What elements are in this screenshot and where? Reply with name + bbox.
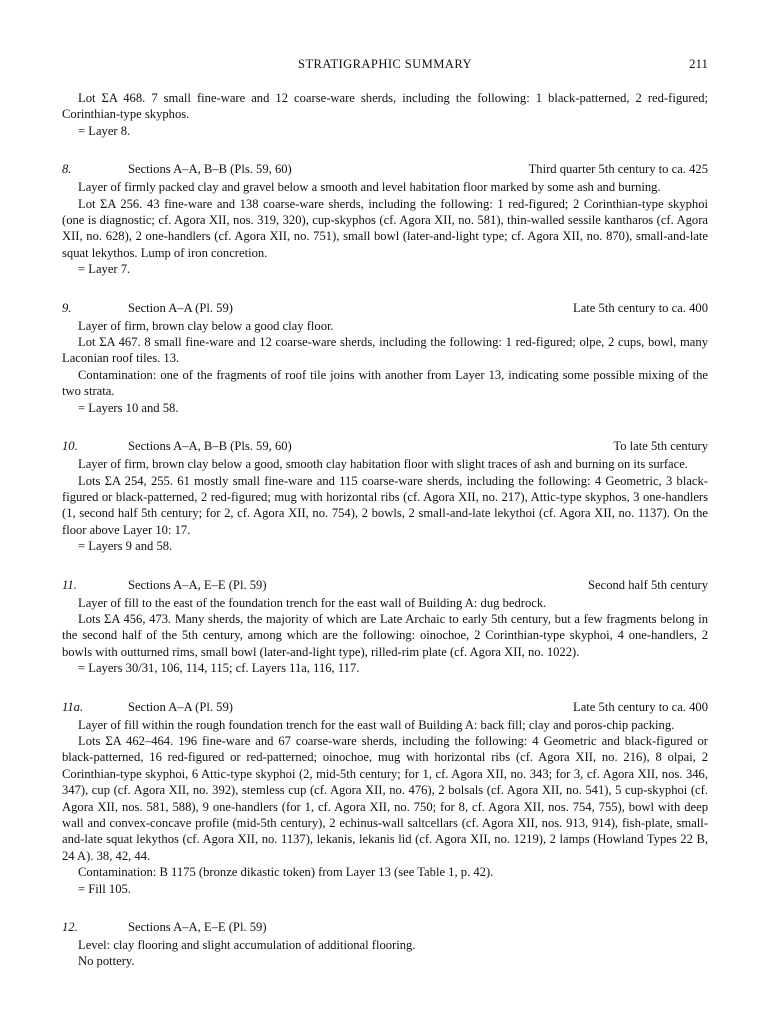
- entry-sections: Sections A–A, B–B (Pls. 59, 60): [128, 162, 292, 177]
- entry-12: [62, 919, 708, 970]
- entry-number: 8.: [62, 162, 72, 177]
- running-header: [62, 56, 708, 76]
- layer-description: Layer of fill to the east of the foundation trench for the east wall of Building A: dug bedrock.: [78, 595, 547, 610]
- entry-sections: Section A–A (Pl. 59): [128, 300, 233, 315]
- entry-sections: Sections A–A, E–E (Pl. 59): [128, 920, 267, 935]
- entry-date: Late 5th century to ca. 400: [573, 699, 708, 714]
- page-number: 211: [688, 56, 708, 71]
- entry-date: Late 5th century to ca. 400: [573, 300, 708, 315]
- equivalence-line: = Layers 30/31, 106, 114, 115; cf. Layers 11a, 116, 117.: [78, 661, 360, 676]
- entry-number: 11.: [62, 577, 77, 592]
- lot-paragraph: Lots ΣA 456, 473. Many sherds, the majority of which are Late Archaic to early 5th century, but a few fragments belong in the second half of the 5th century, among which are the following: oinochoe, 2 Corinthian-type skyphoi, 4 one-handlers, 2 bowls with outturned rims, small bowl (later-and-light type), rilled-rim plate (cf. Agora XII, no. 1022).: [62, 611, 708, 659]
- entry-number: 10.: [62, 439, 78, 454]
- pottery-note: No pottery.: [78, 954, 135, 969]
- entry-number: 12.: [62, 920, 78, 935]
- entry-sections: Sections A–A, E–E (Pl. 59): [128, 577, 267, 592]
- lot-paragraph: Lot ΣA 256. 43 fine-ware and 138 coarse-ware sherds, including the following: 1 red-figured; 2 Corinthian-type skyphoi (one is diagnostic; cf. Agora XII, nos. 319, 320), cup-skyphos (cf. Agora XII, no. 581), thin-walled sessile kantharos (cf. Agora XII, no. 628), 2 one-handlers (cf. Agora XII, no. 751), small bowl (later-and-light type; cf. Agora XII, no. 870), small-and-late squat lekythos. Lump of iron concretion.: [62, 196, 708, 260]
- layer-description: Level: clay flooring and slight accumulation of additional flooring.: [78, 938, 416, 953]
- entry-date: Second half 5th century: [588, 577, 708, 592]
- contamination-note: Contamination: one of the fragments of roof tile joins with another from Layer 13, indicating some possible mixing of the two strata.: [62, 367, 708, 399]
- entry-10: [62, 438, 708, 554]
- entry-heading: [62, 699, 708, 717]
- lot-paragraph: Lots ΣA 254, 255. 61 mostly small fine-ware and 115 coarse-ware sherds, including the following: 4 Geometric, 3 black-figured or black-patterned, 2 red-figured; mug with horizontal ribs (cf. Agora XII, no. 217), Attic-type skyphos, 3 one-handlers (1, second half 5th century; for 2, cf. Agora XII, no. 754), 2 bowls, 2 small-and-late lekythoi (cf. Agora XII, no. 1137). On the floor above Layer 10: 17.: [62, 473, 708, 537]
- entry-heading: [62, 438, 708, 456]
- entry-heading: [62, 577, 708, 595]
- entry-11: [62, 577, 708, 677]
- equivalence-line: = Layer 7.: [78, 262, 131, 277]
- lot-paragraph: Lot ΣA 468. 7 small fine-ware and 12 coarse-ware sherds, including the following: 1 black-patterned, 2 red-figured; Corinthian-type skyphos.: [62, 91, 708, 122]
- layer-description: Layer of firm, brown clay below a good clay floor.: [78, 318, 334, 333]
- entry-8: [62, 161, 708, 277]
- equivalence-line: = Layer 8.: [78, 123, 131, 138]
- entry-11a: [62, 699, 708, 897]
- entry-heading: [62, 300, 708, 318]
- page-title: STRATIGRAPHIC SUMMARY: [298, 57, 472, 71]
- entry-sections: Section A–A (Pl. 59): [128, 699, 233, 714]
- layer-description: Layer of fill within the rough foundation trench for the east wall of Building A: back fill; clay and poros-chip packing.: [78, 717, 675, 732]
- entry-heading: [62, 919, 708, 937]
- contamination-note: Contamination: B 1175 (bronze dikastic token) from Layer 13 (see Table 1, p. 42).: [78, 865, 494, 880]
- entry-9: [62, 300, 708, 416]
- entry-date: To late 5th century: [613, 439, 708, 454]
- document-page: [62, 56, 708, 970]
- entry-continuation: [62, 90, 708, 139]
- lot-paragraph: Lots ΣA 462–464. 196 fine-ware and 67 coarse-ware sherds, including the following: 4 Geometric and black-figured or black-patterned, 16 red-figured or red-patterned; oinochoe, mug with horizontal ribs (cf. Agora XII, no. 216), 8 olpai, 2 Corinthian-type skyphoi, 6 Attic-type skyphoi (2, mid-5th century; for 1, cf. Agora XII, no. 343; for 3, cf. Agora XII, nos. 346, 347), cup (cf. Agora XII, no. 392), stemless cup (cf. Agora XII, no. 476), 2 bolsals (cf. Agora XII, no. 541), 5 cup-skyphoi (cf. Agora XII, nos. 581, 588), 9 one-handlers (for 1, cf. Agora XII, no. 750; for 8, cf. Agora XII, nos. 754, 755), bowl with deep wall and convex-concave profile (mid-5th century), 2 echinus-wall saltcellars (cf. Agora XII, nos. 913, 914), fish-plate, small-and-late squat lekythos (cf. Agora XII, no. 1137), lekanis, lekanis lid (cf. Agora XII, no. 1219), 2 lamps (Howland Types 22 B, 24 A). 38, 42, 44.: [62, 733, 708, 863]
- entry-number: 9.: [62, 300, 72, 315]
- equivalence-line: = Fill 105.: [78, 881, 131, 896]
- layer-description: Layer of firmly packed clay and gravel below a smooth and level habitation floor marked by some ash and burning.: [78, 180, 661, 195]
- entry-sections: Sections A–A, B–B (Pls. 59, 60): [128, 439, 292, 454]
- lot-paragraph: Lot ΣA 467. 8 small fine-ware and 12 coarse-ware sherds, including the following: 1 red-figured; olpe, 2 cups, bowl, many Laconian roof tiles. 13.: [62, 335, 708, 366]
- layer-description: Layer of firm, brown clay below a good, smooth clay habitation floor with slight traces of ash and burning on its surface.: [78, 457, 688, 472]
- entry-date: Third quarter 5th century to ca. 425: [528, 162, 708, 177]
- equivalence-line: = Layers 10 and 58.: [78, 400, 179, 415]
- entry-number: 11a.: [62, 699, 84, 714]
- equivalence-line: = Layers 9 and 58.: [78, 539, 173, 554]
- entry-heading: [62, 161, 708, 179]
